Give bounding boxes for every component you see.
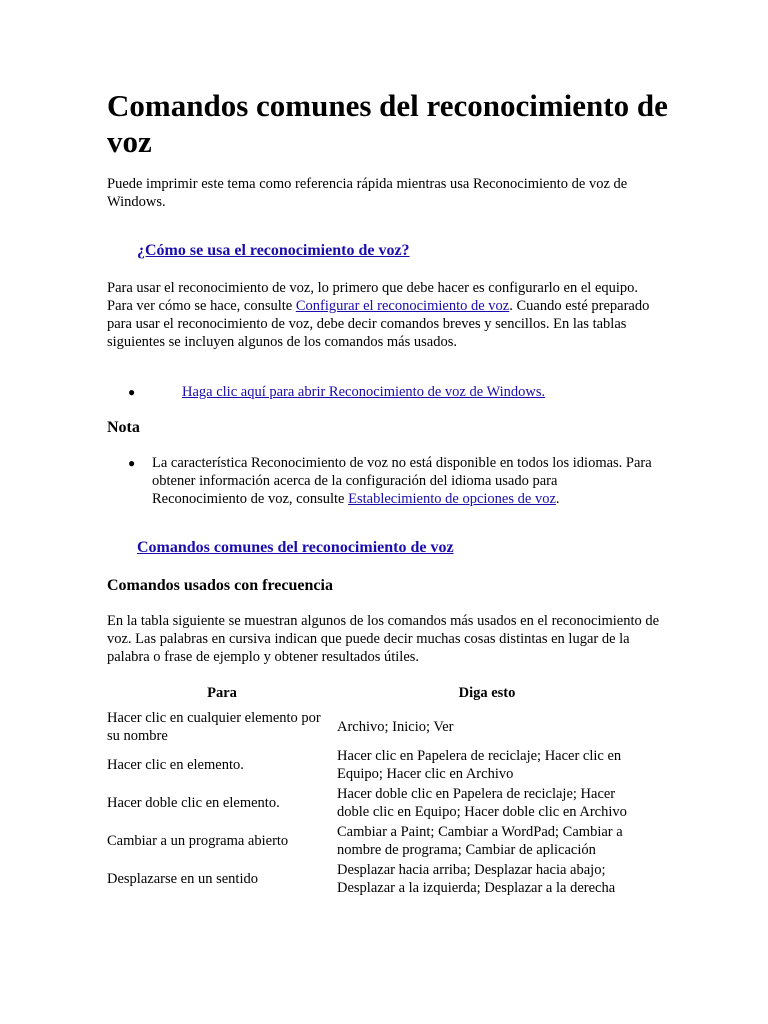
- setup-paragraph: [107, 279, 667, 351]
- table-row: [107, 860, 637, 898]
- column-header-para: Para: [207, 685, 237, 701]
- voice-options-link[interactable]: Establecimiento de opciones de voz: [348, 491, 556, 507]
- table-row: [107, 784, 637, 822]
- intro-paragraph: Puede imprimir este tema como referencia rápida mientras usa Reconocimiento de voz de Windows.: [107, 176, 628, 210]
- section-heading-common-commands[interactable]: Comandos comunes del reconocimiento de voz: [137, 539, 454, 556]
- setup-text-end: . Cuando esté preparado para usar el reconocimiento de voz, debe decir comandos breves y sencillos. En las tablas siguientes se incluyen algunos de los comandos más usados.: [107, 298, 650, 350]
- configure-speech-link[interactable]: Configurar el reconocimiento de voz: [295, 298, 510, 314]
- table-row: [107, 822, 637, 860]
- frequent-commands-heading: Comandos usados con frecuencia: [107, 577, 333, 594]
- table-row: [107, 746, 637, 784]
- note-paragraph: [152, 454, 652, 508]
- cell-para: Cambiar a un programa abierto: [107, 833, 289, 849]
- open-speech-recognition-link[interactable]: Haga clic aquí para abrir Reconocimiento de voz de Windows.: [182, 384, 546, 400]
- section-heading-how-to-use[interactable]: ¿Cómo se usa el reconocimiento de voz?: [137, 242, 410, 259]
- note-text-start: La característica Reconocimiento de voz no está disponible en todos los idiomas. Para obtener información acerca de la configuración del idioma usado para Reconocimiento de voz, consulte: [152, 455, 652, 507]
- table-row: [107, 708, 637, 746]
- table-intro-paragraph: En la tabla siguiente se muestran algunos de los comandos más usados en el reconocimiento de voz. Las palabras en cursiva indican que puede decir muchas cosas distintas en lugar de la palabra o frase de ejemplo y obtener resultados útiles.: [107, 613, 660, 665]
- page-title: Comandos comunes del reconocimiento de voz: [107, 88, 668, 159]
- setup-text-start: Para usar el reconocimiento de voz, lo primero que debe hacer es configurarlo en el equipo. Para ver cómo se hace, consulte: [107, 280, 639, 314]
- commands-table: [107, 684, 637, 898]
- cell-diga: Hacer doble clic en Papelera de reciclaje; Hacer doble clic en Equipo; Hacer doble clic en Archivo: [337, 786, 627, 820]
- bullet-icon: ●: [128, 385, 136, 399]
- cell-diga: Cambiar a Paint; Cambiar a WordPad; Cambiar a nombre de programa; Cambiar de aplicación: [337, 824, 623, 858]
- note-heading: Nota: [107, 419, 140, 436]
- cell-para: Hacer doble clic en elemento.: [107, 795, 280, 811]
- note-text-end: .: [555, 491, 560, 507]
- cell-para: Hacer clic en cualquier elemento por su nombre: [107, 710, 321, 744]
- cell-diga: Archivo; Inicio; Ver: [337, 719, 454, 735]
- cell-diga: Hacer clic en Papelera de reciclaje; Hacer clic en Equipo; Hacer clic en Archivo: [337, 748, 622, 782]
- bullet-icon: ●: [128, 456, 136, 470]
- table-header-row: [107, 684, 637, 708]
- column-header-diga: Diga esto: [458, 685, 516, 701]
- cell-diga: Desplazar hacia arriba; Desplazar hacia abajo; Desplazar a la izquierda; Desplazar a la derecha: [337, 862, 616, 896]
- cell-para: Desplazarse en un sentido: [107, 871, 258, 887]
- cell-para: Hacer clic en elemento.: [107, 757, 244, 773]
